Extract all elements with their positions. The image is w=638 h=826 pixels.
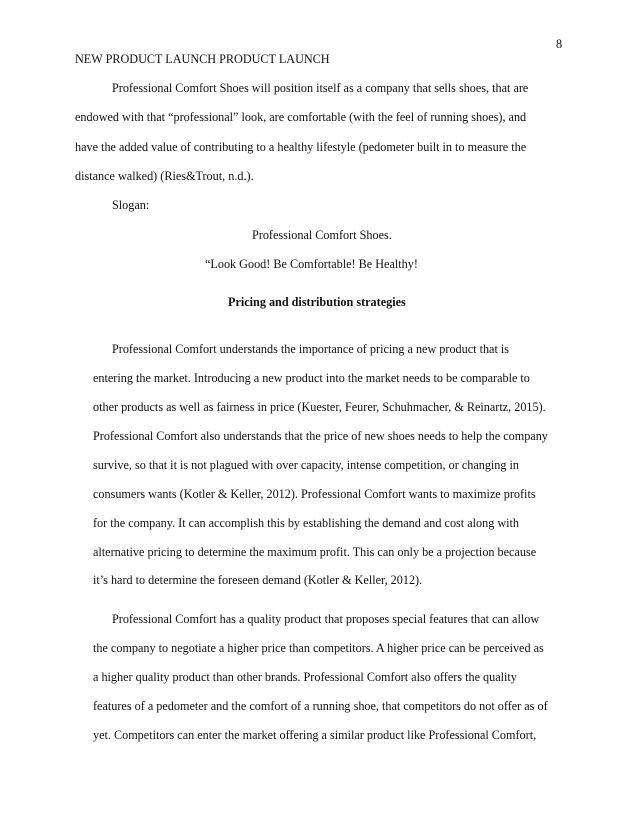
page-number: 8 (556, 37, 563, 51)
text-line: yet. Competitors can enter the market offering a similar product like Professional Comfort, (93, 728, 537, 742)
text-line: distance walked) (Ries&Trout, n.d.). (75, 169, 254, 183)
text-line: Professional Comfort Shoes will position itself as a company that sells shoes, that are (112, 81, 529, 95)
text-line: the company to negotiate a higher price than competitors. A higher price can be perceived as (93, 641, 544, 655)
text-line: survive, so that it is not plagued with over capacity, intense competition, or changing in (93, 458, 520, 472)
text-line: Professional Comfort understands the importance of pricing a new product that is (112, 342, 510, 356)
text-line: consumers wants (Kotler & Keller, 2012). Professional Comfort wants to maximize profits (93, 487, 536, 501)
slogan-label: Slogan: (112, 198, 150, 212)
text-line: a higher quality product than other brands. Professional Comfort also offers the quality (93, 670, 517, 684)
text-line: Professional Comfort also understands that the price of new shoes needs to help the company (93, 429, 548, 443)
text-line: features of a pedometer and the comfort of a running shoe, that competitors do not offer as of (93, 699, 548, 713)
text-line: for the company. It can accomplish this by establishing the demand and cost along with (93, 516, 520, 530)
text-line: alternative pricing to determine the maximum profit. This can only be a projection because (93, 545, 537, 559)
running-head: NEW PRODUCT LAUNCH PRODUCT LAUNCH (75, 52, 330, 66)
section-heading: Pricing and distribution strategies (228, 295, 406, 309)
text-line: other products as well as fairness in price (Kuester, Feurer, Schuhmacher, & Reinartz, 2015). (93, 400, 546, 414)
slogan-line: “Look Good! Be Comfortable! Be Healthy! (205, 257, 418, 271)
text-line: entering the market. Introducing a new product into the market needs to be comparable to (93, 371, 530, 385)
slogan-line: Professional Comfort Shoes. (252, 228, 392, 242)
text-line: Professional Comfort has a quality product that proposes special features that can allow (112, 612, 540, 626)
text-line: have the added value of contributing to a healthy lifestyle (pedometer built in to measure the (75, 140, 527, 154)
text-line: it’s hard to determine the foreseen demand (Kotler & Keller, 2012). (93, 573, 423, 587)
text-line: endowed with that “professional” look, are comfortable (with the feel of running shoes), and (75, 110, 527, 124)
